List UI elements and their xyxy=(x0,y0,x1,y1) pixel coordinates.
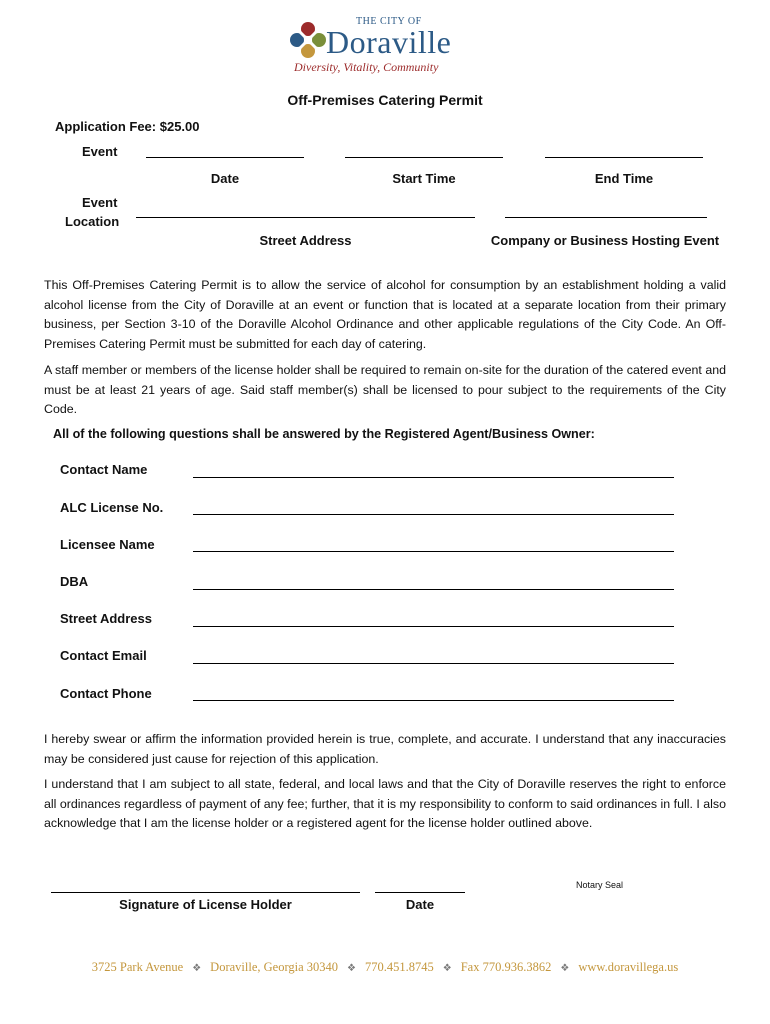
footer-address: 3725 Park Avenue xyxy=(91,960,184,974)
contact-name-field[interactable] xyxy=(193,477,674,478)
footer-separator-icon: ❖ xyxy=(347,963,357,974)
street-address-label: Street Address xyxy=(60,611,152,626)
event-hosting-company-field[interactable] xyxy=(505,217,707,218)
event-street-address-field[interactable] xyxy=(136,217,475,218)
event-start-time-label: Start Time xyxy=(392,171,456,186)
event-end-time-field[interactable] xyxy=(545,157,703,158)
logo-city-name: Doraville xyxy=(326,24,452,60)
footer-fax: Fax 770.936.3862 xyxy=(460,960,552,974)
signature-label: Signature of License Holder xyxy=(119,897,292,912)
alc-license-field[interactable] xyxy=(193,514,674,515)
contact-phone-field[interactable] xyxy=(193,700,674,701)
dba-field[interactable] xyxy=(193,589,674,590)
footer-separator-icon: ❖ xyxy=(560,963,570,974)
footer-website-link[interactable]: www.doravillega.us xyxy=(578,960,679,974)
footer-separator-icon: ❖ xyxy=(192,963,202,974)
street-address-field[interactable] xyxy=(193,626,674,627)
application-fee: Application Fee: $25.00 xyxy=(55,119,200,134)
signature-date-label: Date xyxy=(405,897,435,912)
logo-city-prefix: THE CITY OF xyxy=(356,16,422,27)
event-location-label-line2: Location xyxy=(65,214,120,229)
licensee-name-field[interactable] xyxy=(193,551,674,552)
contact-name-label: Contact Name xyxy=(60,462,148,477)
acknowledgement-paragraph: I understand that I am subject to all state, federal, and local laws and that the City of Doraville reserves the right to enforce all ordinances regardless of payment of any fee; further, that it is my responsibility to conform to said ordinances in full. I also acknowledge that I am the license holder or a registered agent for the license holder outlined above. xyxy=(44,777,726,830)
contact-email-field[interactable] xyxy=(193,663,674,664)
event-end-time-label: End Time xyxy=(594,171,654,186)
logo-mark-icon xyxy=(288,20,328,60)
event-hosting-company-label: Company or Business Hosting Event xyxy=(490,233,720,248)
city-logo xyxy=(288,14,484,78)
event-start-time-field[interactable] xyxy=(345,157,503,158)
staff-requirement-paragraph: A staff member or members of the license holder shall be required to remain on-site for the duration of the catered event and must be at least 21 years of age. Said staff member(s) shall be licensed to pour subject to the requirements of the City Code. xyxy=(44,363,726,416)
footer-city: Doraville, Georgia 30340 xyxy=(210,960,339,974)
logo-tagline: Diversity, Vitality, Community xyxy=(294,60,439,74)
event-street-address-label: Street Address xyxy=(259,233,352,248)
affirmation-paragraph: I hereby swear or affirm the information provided herein is true, complete, and accurate. I understand that any inaccuracies may be considered just cause for rejection of this application. xyxy=(44,732,726,766)
alc-license-label: ALC License No. xyxy=(60,500,164,515)
signature-date-field[interactable] xyxy=(375,892,465,893)
footer-contact-line xyxy=(0,960,770,975)
event-date-field[interactable] xyxy=(146,157,304,158)
page-title: Off-Premises Catering Permit xyxy=(287,92,483,108)
footer-phone: 770.451.8745 xyxy=(365,960,434,974)
signature-field[interactable] xyxy=(51,892,360,893)
licensee-name-label: Licensee Name xyxy=(60,537,155,552)
notary-seal-label: Notary Seal xyxy=(576,880,624,890)
contact-email-label: Contact Email xyxy=(60,648,147,663)
event-date-label: Date xyxy=(210,171,240,186)
contact-phone-label: Contact Phone xyxy=(60,686,152,701)
event-location-label-line1: Event xyxy=(82,195,118,210)
footer-separator-icon: ❖ xyxy=(442,963,452,974)
dba-label: DBA xyxy=(60,574,89,589)
permit-description-paragraph: This Off-Premises Catering Permit is to allow the service of alcohol for consumption by an establishment holding a valid alcohol license from the City of Doraville at an event or function that is located at a separate location from their primary business, per Section 3-10 of the Doraville Alcohol Ordinance and other applicable regulations of the City Code. An Off-Premises Catering Permit must be submitted for each day of catering. xyxy=(44,278,726,351)
event-label: Event xyxy=(82,144,118,159)
instruction-text: All of the following questions shall be answered by the Registered Agent/Business Owner: xyxy=(53,427,595,441)
